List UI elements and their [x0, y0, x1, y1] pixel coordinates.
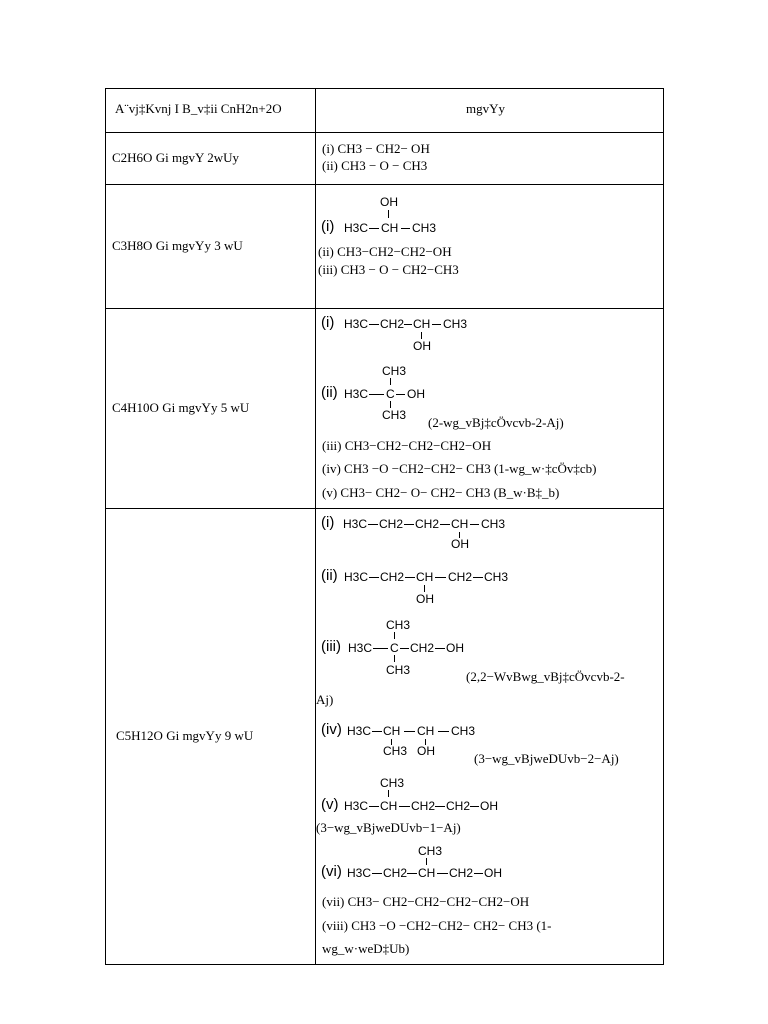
row-label-c3h8o: C3H8O Gi mgvYy 3 wU — [112, 238, 243, 253]
isomer-number: (i) — [321, 514, 335, 531]
bond-vertical — [424, 585, 425, 592]
structure-fragment: H3C — [347, 866, 372, 880]
bond-vertical — [388, 210, 389, 218]
structure-fragment: CH3 — [481, 517, 506, 531]
structure-fragment: CH — [417, 724, 435, 738]
structure-fragment: H3C — [343, 517, 368, 531]
hydroxyl-label: OH — [416, 592, 434, 606]
bond — [368, 524, 378, 525]
bond-vertical — [394, 632, 395, 639]
bond-vertical — [421, 332, 422, 339]
structure-fragment: CH3 — [386, 618, 411, 632]
bond — [404, 731, 415, 732]
bond — [396, 394, 405, 395]
isomer-formula: (iii) CH3 − O − CH2−CH3 — [318, 262, 459, 277]
structure-fragment: CH — [451, 517, 469, 531]
structure-fragment: CH3 — [383, 744, 408, 758]
structure-fragment: CH3 — [382, 408, 407, 422]
bond — [407, 873, 417, 874]
bond — [373, 648, 388, 649]
structure-fragment: CH — [380, 799, 398, 813]
bond — [369, 806, 379, 807]
bond — [470, 806, 479, 807]
isomer-number: (ii) — [321, 567, 338, 584]
row-label-c2h6o: C2H6O Gi mgvY 2wUy — [112, 150, 239, 165]
structure-fragment: CH3 — [451, 724, 476, 738]
bond — [435, 577, 446, 578]
bond — [473, 577, 483, 578]
hydroxyl-label: OH — [417, 744, 435, 758]
bond — [401, 228, 410, 229]
bond-vertical — [388, 790, 389, 797]
bond-vertical — [426, 858, 427, 865]
iupac-name: (2,2−WvBwg_vBj‡cÖvcvb-2- — [466, 669, 625, 684]
structure-fragment: C — [386, 387, 395, 401]
structure-fragment: CH2 — [411, 799, 436, 813]
bond — [470, 524, 479, 525]
bond — [369, 394, 384, 395]
structure-fragment: C — [390, 641, 399, 655]
bond — [437, 873, 448, 874]
bond — [405, 577, 415, 578]
bond — [435, 806, 445, 807]
iupac-name: (3−wg_vBjweDUvb−1−Aj) — [316, 820, 461, 835]
isomer-formula: wg_w·weD‡Ub) — [322, 941, 410, 956]
isomer-number: (ii) — [321, 384, 338, 401]
structure-fragment: CH3 — [443, 317, 468, 331]
table-border-bottom — [105, 964, 664, 965]
structure-fragment: CH2 — [449, 866, 474, 880]
row-label-c4h10o: C4H10O Gi mgvYy 5 wU — [112, 400, 250, 415]
structure-fragment: CH2 — [383, 866, 408, 880]
structure-fragment: CH — [416, 570, 434, 584]
bond — [435, 648, 445, 649]
structure-fragment: CH2 — [446, 799, 471, 813]
structure-fragment: CH3 — [380, 776, 405, 790]
iupac-name: (3−wg_vBjweDUvb−2−Aj) — [474, 751, 619, 766]
table-row-divider — [105, 132, 664, 133]
bond — [432, 324, 441, 325]
bond — [372, 731, 382, 732]
bond — [400, 648, 409, 649]
structure-fragment: CH2 — [380, 570, 405, 584]
isomer-number: (i) — [321, 218, 335, 235]
bond-vertical — [394, 655, 395, 662]
structure-fragment: CH2 — [448, 570, 473, 584]
bond-vertical — [390, 378, 391, 385]
iupac-name: Aj) — [316, 692, 334, 707]
structure-fragment: H3C — [344, 799, 369, 813]
isomer-formula: (vii) CH3− CH2−CH2−CH2−CH2−OH — [322, 894, 530, 909]
structure-fragment: CH3 — [484, 570, 509, 584]
header-right-cell: mgvYy — [466, 101, 505, 116]
row-label-c5h12o: C5H12O Gi mgvYy 9 wU — [116, 728, 254, 743]
bond — [440, 524, 450, 525]
isomer-formula: (ii) CH3−CH2−CH2−OH — [318, 244, 452, 259]
table-border-left — [105, 88, 106, 965]
bond — [404, 524, 414, 525]
structure-fragment: CH — [418, 866, 436, 880]
structure-fragment: CH2 — [415, 517, 440, 531]
hydroxyl-label: OH — [380, 195, 398, 209]
structure-fragment: H3C — [344, 570, 369, 584]
iupac-name: (2-wg_vBj‡cÖvcvb-2-Aj) — [428, 415, 564, 430]
bond — [369, 577, 379, 578]
structure-fragment: CH3 — [382, 364, 407, 378]
structure-fragment: CH — [381, 221, 399, 235]
table-row-divider — [105, 184, 664, 185]
isomer-formula: (i) CH3 − CH2− OH — [322, 141, 430, 156]
table-border-top — [105, 88, 664, 89]
structure-fragment: CH — [413, 317, 431, 331]
isomer-formula: (iii) CH3−CH2−CH2−CH2−OH — [322, 438, 492, 453]
structure-fragment: H3C — [348, 641, 373, 655]
structure-fragment: H3C — [344, 317, 369, 331]
bond — [369, 228, 379, 229]
isomer-formula: (v) CH3− CH2− O− CH2− CH3 (B_w·B‡_b) — [322, 485, 560, 500]
hydroxyl-label: OH — [413, 339, 431, 353]
hydroxyl-label: OH — [451, 537, 469, 551]
isomer-number: (v) — [321, 796, 339, 813]
structure-fragment: H3C — [344, 221, 369, 235]
bond — [438, 731, 449, 732]
bond-vertical — [390, 401, 391, 408]
isomer-formula: (viii) CH3 −O −CH2−CH2− CH2− CH3 (1- — [322, 918, 552, 933]
structure-fragment: H3C — [347, 724, 372, 738]
bond — [404, 324, 412, 325]
structure-fragment: CH2 — [379, 517, 404, 531]
table-border-right — [663, 88, 664, 965]
structure-fragment: H3C — [344, 387, 369, 401]
hydroxyl-label: OH — [446, 641, 464, 655]
structure-fragment: CH2 — [410, 641, 435, 655]
isomer-number: (iv) — [321, 721, 342, 738]
isomer-number: (iii) — [321, 638, 341, 655]
header-left-cell: A¨vj‡Kvnj I B_v‡ii CnH2n+2O — [115, 101, 282, 116]
structure-fragment: CH3 — [418, 844, 443, 858]
bond — [474, 873, 483, 874]
isomer-number: (i) — [321, 314, 335, 331]
isomer-formula: (iv) CH3 −O −CH2−CH2− CH3 (1-wg_w·‡cÖv‡cb) — [322, 461, 597, 476]
table-row-divider — [105, 508, 664, 509]
bond — [399, 806, 410, 807]
structure-fragment: CH2 — [380, 317, 405, 331]
structure-fragment: CH3 — [386, 663, 411, 677]
hydroxyl-label: OH — [407, 387, 425, 401]
bond — [369, 324, 379, 325]
hydroxyl-label: OH — [480, 799, 498, 813]
isomer-formula: (ii) CH3 − O − CH3 — [322, 158, 428, 173]
isomer-number: (vi) — [321, 863, 342, 880]
structure-fragment: CH3 — [412, 221, 437, 235]
hydroxyl-label: OH — [484, 866, 502, 880]
table-row-divider — [105, 308, 664, 309]
bond — [372, 873, 382, 874]
structure-fragment: CH — [383, 724, 401, 738]
